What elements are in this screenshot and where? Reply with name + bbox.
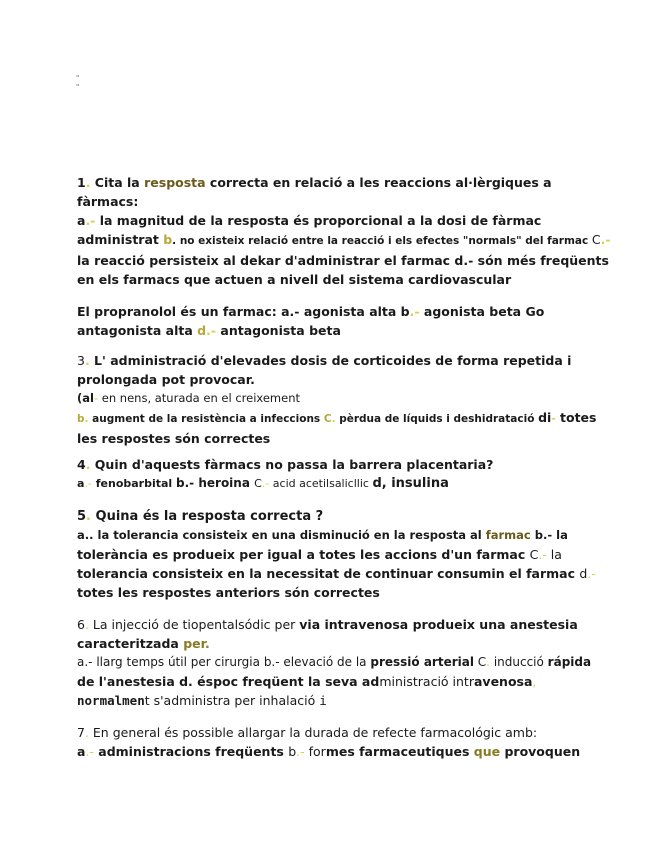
option-text: administrat: [77, 232, 164, 247]
option-letter: (al: [77, 391, 94, 405]
header-marks: [76, 74, 79, 92]
option-letter: b: [163, 232, 173, 247]
option-letter: a.-: [281, 304, 300, 319]
option-text: antagonista alta: [77, 323, 198, 338]
separator: .-: [85, 744, 94, 759]
option-text: t s'administra per inhalació: [144, 693, 320, 708]
separator: .-: [85, 213, 96, 228]
option-text: ministració intr: [379, 674, 474, 689]
question-2-line-2: [77, 321, 577, 340]
option-letter: C: [591, 232, 601, 247]
option-text: avenosa: [473, 674, 533, 689]
separator: .: [84, 725, 89, 740]
option-text: i: [319, 693, 327, 708]
option-text: a.. la tolerancia consisteix en una disminució en la resposta al: [77, 528, 486, 542]
question-1-title-cont: fàrmacs:: [77, 194, 139, 209]
question-5-title: [77, 507, 577, 526]
separator: .: [84, 617, 89, 632]
option-text: mes farmaceutiques: [325, 744, 474, 759]
option-letter: di: [538, 410, 552, 425]
header-mark: ": [76, 83, 80, 91]
question-4-options: [77, 474, 577, 493]
separator: .-: [600, 232, 611, 247]
separator: .: [86, 509, 91, 524]
separator: .-: [261, 477, 270, 490]
option-d-cont: [77, 691, 577, 710]
option-b-line: [77, 545, 577, 564]
option-letter: C: [254, 477, 262, 490]
option-text: d, insulina: [372, 476, 449, 491]
option-text: b.- la: [530, 528, 568, 542]
question-3-title: [77, 351, 577, 370]
title-text: Cita la: [90, 175, 145, 190]
separator: .-: [409, 304, 420, 319]
option-highlight: farmac: [485, 528, 531, 542]
separator: .-: [206, 323, 217, 338]
separator: .: [486, 655, 490, 669]
separator: .: [84, 353, 90, 368]
option-a: [77, 389, 577, 408]
option-text: éspoc freqüent la seva ad: [197, 674, 380, 689]
question-2-line-1: [77, 302, 577, 321]
question-1: [77, 173, 611, 289]
option-text: pèrdua de líquids i deshidratació: [335, 413, 539, 425]
option-text: administracions freqüents: [93, 744, 289, 759]
option-text: inducció: [490, 655, 548, 669]
question-number: 5: [77, 509, 87, 524]
option-text: provoquen: [500, 744, 581, 759]
option-letter: C: [529, 547, 539, 562]
option-text: acid acetilsalicllic: [269, 477, 373, 490]
separator: .: [331, 413, 336, 425]
option-text: fenobarbital: [91, 477, 177, 490]
question-7: [77, 723, 581, 761]
option-text: més freqüents: [502, 253, 609, 268]
option-b-line: [77, 230, 611, 251]
option-letter: C: [473, 655, 487, 669]
option-text: la magnitud de la resposta és proporcional a la dosi de fàrmac: [95, 213, 542, 228]
option-letter: C: [323, 413, 332, 425]
title-text: via intravenosa produeix una anestesia: [299, 617, 578, 632]
question-4: [77, 455, 577, 493]
separator: -: [93, 391, 99, 405]
option-letter: d: [579, 566, 588, 581]
option-text: . no existeix relació entre la reacció i els efectes "normals" del farmac: [172, 235, 592, 247]
separator: .: [85, 457, 91, 472]
title-text: Quin d'aquests fàrmacs no passa la barrera placentaria?: [90, 457, 494, 472]
option-text: tolerància es produeix per igual a totes les accions d'un farmac: [77, 547, 530, 562]
option-text: en nens, aturada en el creixement: [98, 391, 300, 405]
option-letter: d.- són: [454, 253, 503, 268]
option-c-line: [77, 564, 596, 583]
option-letter: a: [77, 744, 86, 759]
title-text: Quina és la resposta correcta ?: [91, 509, 324, 524]
separator: -: [551, 413, 556, 425]
option-d-line: totes les respostes anteriors són correctes: [77, 585, 380, 600]
question-2: [77, 302, 577, 340]
question-text: El propranolol és un farmac:: [77, 304, 282, 319]
title-highlight: resposta: [144, 175, 206, 190]
question-6-title: [77, 615, 577, 634]
option-text: agonista beta Go: [419, 304, 545, 319]
option-a: [77, 211, 577, 230]
title-text: correcta en relació a les reaccions al·lèrgiques a: [205, 175, 552, 190]
question-4-title: [77, 455, 577, 474]
option-d-cont: en els farmacs que actuen a nivell del sistema cardiovascular: [77, 272, 512, 287]
question-number: 1: [77, 175, 86, 190]
option-a-line: [77, 653, 592, 672]
header-mark: ": [76, 74, 80, 82]
option-a-line: [77, 526, 577, 545]
option-text: de l'anestesia d.: [77, 674, 198, 689]
option-d-line: [77, 672, 577, 691]
question-5: [77, 507, 596, 602]
title-text: L' administració d'elevades dosis de corticoides de forma repetida i: [89, 353, 572, 368]
question-number: 3: [77, 353, 85, 368]
question-7-options: [77, 742, 581, 761]
option-text: tolerancia consisteix en la necessitat de continuar consumin el farmac: [77, 566, 580, 581]
question-6-title-cont: [77, 634, 577, 653]
option-letter: d: [197, 323, 207, 338]
option-text: for: [304, 744, 326, 759]
question-3: [77, 351, 597, 448]
option-letter: a: [77, 477, 85, 490]
separator: .-: [538, 547, 547, 562]
separator: .-: [587, 566, 596, 581]
option-text: la reacció persisteix al dekar d'administrar el farmac: [77, 253, 455, 268]
title-text: caracteritzada: [77, 636, 184, 651]
option-highlight: que: [473, 744, 501, 759]
option-text: rápida: [547, 655, 592, 669]
option-text: b.- heroina: [176, 476, 255, 490]
option-d-cont: les respostes són correctes: [77, 431, 271, 446]
title-highlight: per.: [183, 636, 210, 651]
option-text: a.- llarg temps útil per cirurgia: [77, 655, 264, 669]
option-text: totes: [555, 410, 597, 425]
option-c-line: [77, 251, 609, 270]
separator: ,: [532, 674, 537, 689]
option-text: la: [546, 547, 562, 562]
question-number: 7: [77, 725, 85, 740]
option-b-line: [77, 408, 597, 429]
option-text: normalmen: [77, 693, 145, 708]
question-number: 4: [77, 457, 86, 472]
title-text: La injecció de tiopentalsódic per: [88, 617, 300, 632]
question-1-title: [77, 173, 577, 192]
separator: .: [85, 175, 91, 190]
question-number: 6: [77, 617, 85, 632]
title-text: En general és possible allargar la durada de refecte farmacológic amb:: [88, 725, 538, 740]
separator: .-: [296, 744, 305, 759]
separator: .: [84, 413, 89, 425]
question-7-title: [77, 723, 577, 742]
option-letter: b: [77, 413, 85, 425]
option-text: augment de la resistència a infeccions: [88, 413, 324, 425]
question-6: [77, 615, 592, 710]
option-text: b.- elevació de la: [263, 655, 371, 669]
separator: .-: [84, 477, 92, 490]
option-text: antagonista beta: [216, 323, 341, 338]
question-3-title-cont: prolongada pot provocar.: [77, 372, 255, 387]
option-letter: a: [77, 213, 86, 228]
option-text: pressió arterial: [370, 655, 474, 669]
option-text: agonista alta b: [299, 304, 410, 319]
option-letter: b: [288, 744, 297, 759]
